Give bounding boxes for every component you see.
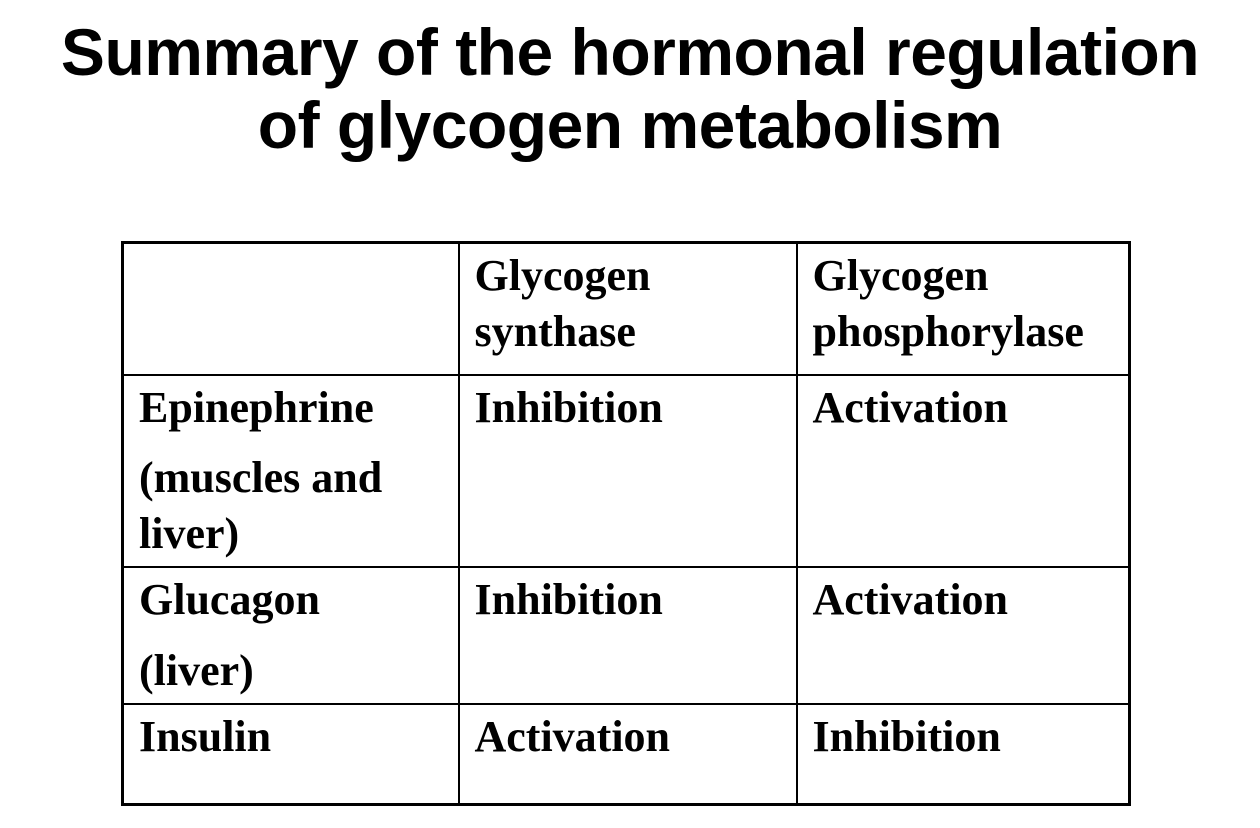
header-cell-glycogen-phosphorylase: Glycogen phosphorylase <box>797 243 1130 375</box>
cell-hormone-glucagon <box>123 567 459 704</box>
cell-hormone-insulin <box>123 704 459 804</box>
cell-synthase-effect: Activation <box>459 704 797 804</box>
table-row-glucagon <box>123 567 1130 704</box>
cell-phosphorylase-effect: Inhibition <box>797 704 1130 804</box>
hormone-name: Epinephrine <box>139 382 374 432</box>
cell-phosphorylase-effect: Activation <box>797 375 1130 568</box>
hormone-regulation-table <box>121 241 1131 806</box>
hormone-name: Glucagon <box>139 575 320 625</box>
cell-hormone-epinephrine <box>123 375 459 568</box>
slide-title-line-2: of glycogen metabolism <box>257 87 1003 162</box>
cell-phosphorylase-effect: Activation <box>797 567 1130 704</box>
slide-title <box>0 16 1260 161</box>
table-row-epinephrine <box>123 375 1130 568</box>
hormone-name: Insulin <box>139 712 272 762</box>
header-cell-empty <box>123 243 459 375</box>
table-header-row <box>123 243 1130 375</box>
table-row-insulin <box>123 704 1130 804</box>
hormone-location: (muscles and liver) <box>139 452 383 559</box>
cell-synthase-effect: Inhibition <box>459 375 797 568</box>
header-cell-glycogen-synthase: Glycogen synthase <box>459 243 797 375</box>
cell-synthase-effect: Inhibition <box>459 567 797 704</box>
hormone-location: (liver) <box>139 645 254 695</box>
slide-title-line-1: Summary of the hormonal regulation <box>60 15 1200 89</box>
